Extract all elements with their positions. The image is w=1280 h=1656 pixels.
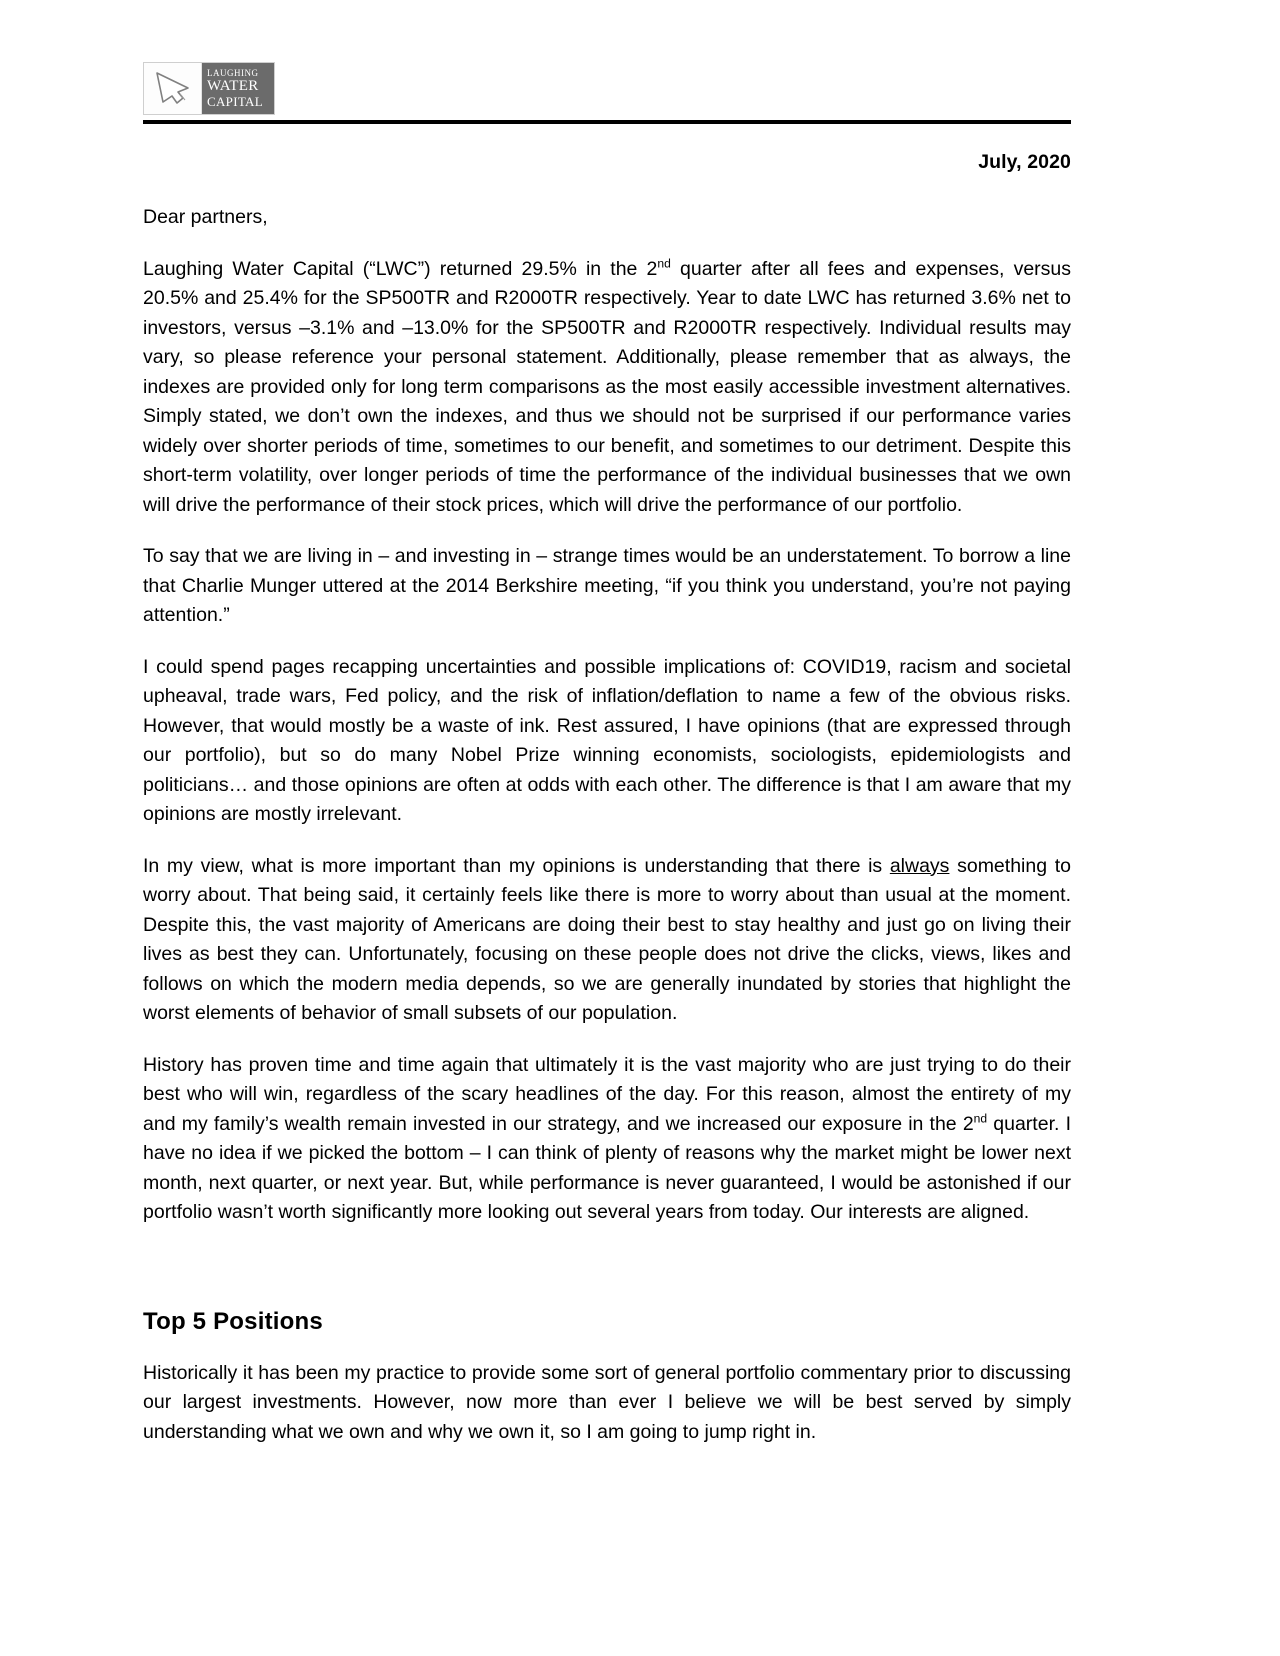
- letter-body: [143, 255, 1071, 1228]
- letterhead: [143, 0, 1071, 124]
- paragraph-strange-times: To say that we are living in – and investing in – strange times would be an understatement. To borrow a line that Charlie Munger uttered at the 2014 Berkshire meeting, “if you think you understand, you’re not paying attention.”: [143, 545, 1071, 626]
- logo-line-water: WATER: [207, 78, 259, 94]
- emphasized-word: always: [889, 854, 950, 877]
- ordinal-suffix: nd: [973, 1111, 988, 1125]
- paragraph-worry-about: In my view, what is more important than my opinions is understanding that there is always something to worry about. That being said, it certainly feels like there is more to worry about than usual at the moment. Despite this, the vast majority of Americans are doing their best to stay healthy and just go on living their lives as best they can. Unfortunately, focusing on these people does not drive the clicks, views, likes and follows on which the modern media depends, so we are generally inundated by stories that highlight the worst elements of behavior of small subsets of our population.: [143, 854, 1071, 1024]
- section-heading-top-5-positions: Top 5 Positions: [143, 1307, 323, 1335]
- company-logo: [143, 62, 275, 115]
- salutation: Dear partners,: [143, 206, 268, 228]
- logo-line-laughing: LAUGHING: [207, 68, 259, 78]
- section-body: [143, 1359, 1071, 1448]
- arrowhead-icon: [144, 63, 202, 114]
- letter-date: July, 2020: [978, 151, 1071, 173]
- logo-wordmark: [202, 63, 274, 114]
- page-content: [143, 0, 1071, 1447]
- paragraph-performance-summary: Laughing Water Capital (“LWC”) returned 29.5% in the 2nd quarter after all fees and expenses, versus 20.5% and 25.4% for the SP500TR and R2000TR respectively. Year to date LWC has returned 3.6% net to investors, versus –3.1% and –13.0% for the SP500TR and R2000TR respectively. Individual results may vary, so please reference your personal statement. Additionally, please remember that as always, the indexes are provided only for long term comparisons as the most easily accessible investment alternatives. Simply stated, we don’t own the indexes, and thus we should not be surprised if our performance varies widely over shorter periods of time, sometimes to our benefit, and sometimes to our detriment. Despite this short-term volatility, over longer periods of time the performance of the individual businesses that we own will drive the performance of their stock prices, which will drive the performance of our portfolio.: [143, 256, 1072, 516]
- paragraph-history-proven: History has proven time and time again that ultimately it is the vast majority who are just trying to do their best who will win, regardless of the scary headlines of the day. For this reason, almost the entirety of my and my family’s wealth remain invested in our strategy, and we increased our exposure in the 2nd quarter. I have no idea if we picked the bottom – I can think of plenty of reasons why the market might be lower next month, next quarter, or next year. But, while performance is never guaranteed, I would be astonished if our portfolio wasn’t worth significantly more looking out several years from today. Our interests are aligned.: [143, 1053, 1071, 1223]
- header-divider: [143, 120, 1071, 124]
- paragraph-uncertainties: I could spend pages recapping uncertainties and possible implications of: COVID19, racism and societal upheaval, trade wars, Fed policy, and the risk of inflation/deflation to name a few of the obvious risks. However, that would mostly be a waste of ink. Rest assured, I have opinions (that are expressed through our portfolio), but so do many Nobel Prize winning economists, sociologists, epidemiologists and politicians… and those opinions are often at odds with each other. The difference is that I am aware that my opinions are mostly irrelevant.: [143, 655, 1071, 825]
- ordinal-suffix: nd: [657, 256, 671, 270]
- logo-line-capital: CAPITAL: [207, 94, 263, 109]
- paragraph-top5-intro: Historically it has been my practice to provide some sort of general portfolio commentary prior to discussing our largest investments. However, now more than ever I believe we will be best served by simply understanding what we own and why we own it, so I am going to jump right in.: [143, 1361, 1071, 1443]
